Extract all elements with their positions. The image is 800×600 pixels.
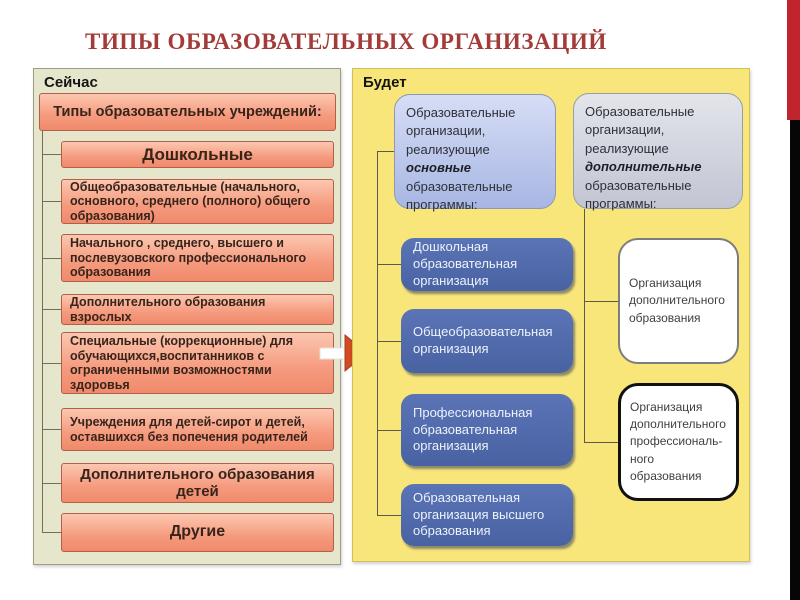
page-title: ТИПЫ ОБРАЗОВАТЕЛЬНЫХ ОРГАНИЗАЦИЙ (85, 29, 607, 54)
org-additional: Организация дополнительного образования (618, 238, 739, 364)
main-header-text: образовательные программы: (406, 178, 513, 213)
now-panel-label: Сейчас (44, 74, 98, 91)
now-item-orphans: Учреждения для детей-сирот и детей, оставшихся без попечения родителей (61, 408, 334, 451)
main-header-text: Образовательные организации, реализующие (406, 105, 516, 157)
org-higher: Образовательная организация высшего образования (401, 484, 573, 546)
connector-line (377, 430, 401, 431)
now-item-preschool: Дошкольные (61, 141, 334, 168)
now-item-professional: Начального , среднего, высшего и послевузовского профессионального образования (61, 234, 334, 282)
connector-line (42, 483, 61, 484)
connector-line (377, 515, 401, 516)
connector-line (42, 363, 61, 364)
org-preschool: Дошкольная образовательная организация (401, 238, 573, 291)
connector-line (42, 131, 43, 532)
main-programs-header (394, 94, 556, 213)
connector-line (42, 201, 61, 202)
connector-line (377, 264, 401, 265)
connector-line (377, 341, 401, 342)
now-panel (33, 68, 341, 565)
now-item-special-correctional: Специальные (коррекционные) для обучающихся,воспитанников с ограниченными возможностями здоровья (61, 332, 334, 394)
connector-line (42, 154, 61, 155)
additional-programs-header (573, 93, 743, 212)
connector-line (42, 532, 61, 533)
red-accent-bar (787, 0, 800, 120)
black-accent-bar (790, 120, 800, 600)
org-general: Общеобразовательная организация (401, 309, 573, 373)
future-panel (352, 68, 750, 562)
connector-line (584, 442, 618, 443)
main-header-emphasis: основные (406, 160, 471, 176)
connector-line (42, 429, 61, 430)
connector-line (42, 258, 61, 259)
connector-line (584, 301, 618, 302)
connector-line (377, 151, 378, 515)
org-professional: Профессиональная образовательная организация (401, 394, 573, 466)
now-item-other: Другие (61, 513, 334, 552)
future-panel-label: Будет (363, 74, 407, 91)
additional-header-text: Образовательные организации, реализующие (585, 104, 695, 156)
now-item-children-additional: Дополнительного образования детей (61, 463, 334, 503)
connector-line (584, 209, 585, 442)
now-item-adult-additional: Дополнительного образования взрослых (61, 294, 334, 325)
connector-line (377, 151, 394, 152)
additional-header-text: образовательные программы: (585, 177, 692, 212)
now-header-box: Типы образовательных учреждений: (39, 93, 336, 131)
now-item-general-education: Общеобразовательные (начального, основного, среднего (полного) общего образования) (61, 179, 334, 224)
org-additional-professional: Организация дополнительного профессиональ-ного образования (618, 383, 739, 501)
connector-line (42, 309, 61, 310)
additional-header-emphasis: дополнительные (585, 159, 702, 175)
